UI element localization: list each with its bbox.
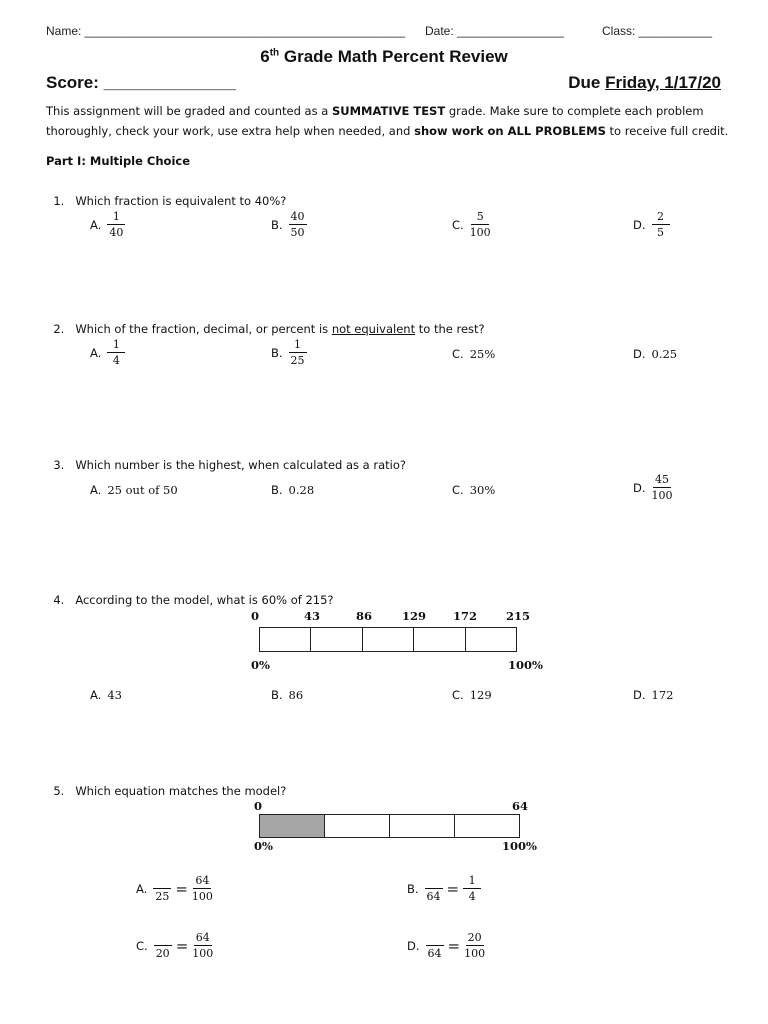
q4-left-percent: 0%	[251, 658, 270, 672]
q3-option-c[interactable]: C. 30%	[452, 483, 496, 497]
q3-option-d[interactable]: D. $\frac{45}{100}$	[633, 473, 673, 502]
question-3: 3. Which number is the highest, when calculated as a ratio?	[53, 458, 406, 472]
q1-option-a[interactable]: A. $\frac{1}{40}$	[90, 210, 124, 239]
q4-tick-label: 129	[401, 609, 427, 623]
q4-option-c[interactable]: C. 129	[452, 688, 492, 702]
q4-tick-label: 215	[505, 609, 531, 623]
q4-bar-model	[259, 627, 517, 652]
q5-option-c[interactable]: C. 20 = $\frac{64}{100}$	[136, 931, 214, 960]
bar-segment	[390, 815, 455, 837]
q5-left-percent: 0%	[254, 839, 273, 853]
question-2: 2. Which of the fraction, decimal, or percent is not equivalent to the rest?	[53, 322, 485, 336]
due-date: Due Friday, 1/17/20	[568, 73, 721, 92]
q5-option-d[interactable]: D. 64 = $\frac{20}{100}$	[407, 931, 486, 960]
q5-option-a[interactable]: A. 25 = $\frac{64}{100}$	[136, 874, 213, 903]
bar-segment-shaded	[260, 815, 325, 837]
q5-right-value: 64	[512, 799, 529, 813]
question-4: 4. According to the model, what is 60% of 215?	[53, 593, 334, 607]
page-title: 6th Grade Math Percent Review	[260, 47, 508, 66]
q1-option-d[interactable]: D. $\frac{2}{5}$	[633, 210, 670, 239]
q2-option-b[interactable]: B. $\frac{1}{25}$	[271, 338, 305, 367]
q5-left-value: 0	[254, 799, 263, 813]
q4-tick-label: 43	[303, 609, 321, 623]
bar-segment	[260, 628, 311, 651]
bar-segment	[325, 815, 390, 837]
bar-segment	[414, 628, 465, 651]
question-5: 5. Which equation matches the model?	[53, 784, 287, 798]
q4-option-a[interactable]: A. 43	[90, 688, 122, 702]
bar-segment	[466, 628, 516, 651]
bar-segment	[363, 628, 414, 651]
bar-segment	[311, 628, 362, 651]
date-field-label: Date: ________________	[425, 24, 564, 38]
instructions-paragraph: This assignment will be graded and counted as a SUMMATIVE TEST grade. Make sure to complete each problem thoroughly, check your work, use extra help when needed, and show work on ALL PROBLEMS to receive full credit.	[46, 104, 729, 138]
name-field-label: Name: ________________________________________________	[46, 24, 406, 38]
q5-option-b[interactable]: B. 64 = $\frac{1}{4}$	[407, 874, 481, 903]
q4-tick-label: 86	[355, 609, 373, 623]
q4-tick-label: 0	[250, 609, 260, 623]
q5-right-percent: 100%	[502, 839, 537, 853]
q2-option-c[interactable]: C. 25%	[452, 347, 496, 361]
question-1: 1. Which fraction is equivalent to 40%?	[53, 194, 287, 208]
q2-option-d[interactable]: D. 0.25	[633, 347, 678, 361]
q4-right-percent: 100%	[508, 658, 543, 672]
q1-option-b[interactable]: B. $\frac{40}{50}$	[271, 210, 305, 239]
class-field-label: Class: ___________	[602, 24, 713, 38]
q4-option-b[interactable]: B. 86	[271, 688, 304, 702]
section-title: Part I: Multiple Choice	[46, 154, 191, 168]
q1-option-c[interactable]: C. $\frac{5}{100}$	[452, 210, 491, 239]
q3-option-b[interactable]: B. 0.28	[271, 483, 315, 497]
q5-bar-model	[259, 814, 520, 838]
q2-option-a[interactable]: A. $\frac{1}{4}$	[90, 338, 125, 367]
q3-option-a[interactable]: A. 25 out of 50	[90, 483, 178, 497]
score-label: Score: ______________	[46, 73, 236, 92]
bar-segment	[455, 815, 519, 837]
q4-option-d[interactable]: D. 172	[633, 688, 674, 702]
q4-tick-label: 172	[452, 609, 478, 623]
